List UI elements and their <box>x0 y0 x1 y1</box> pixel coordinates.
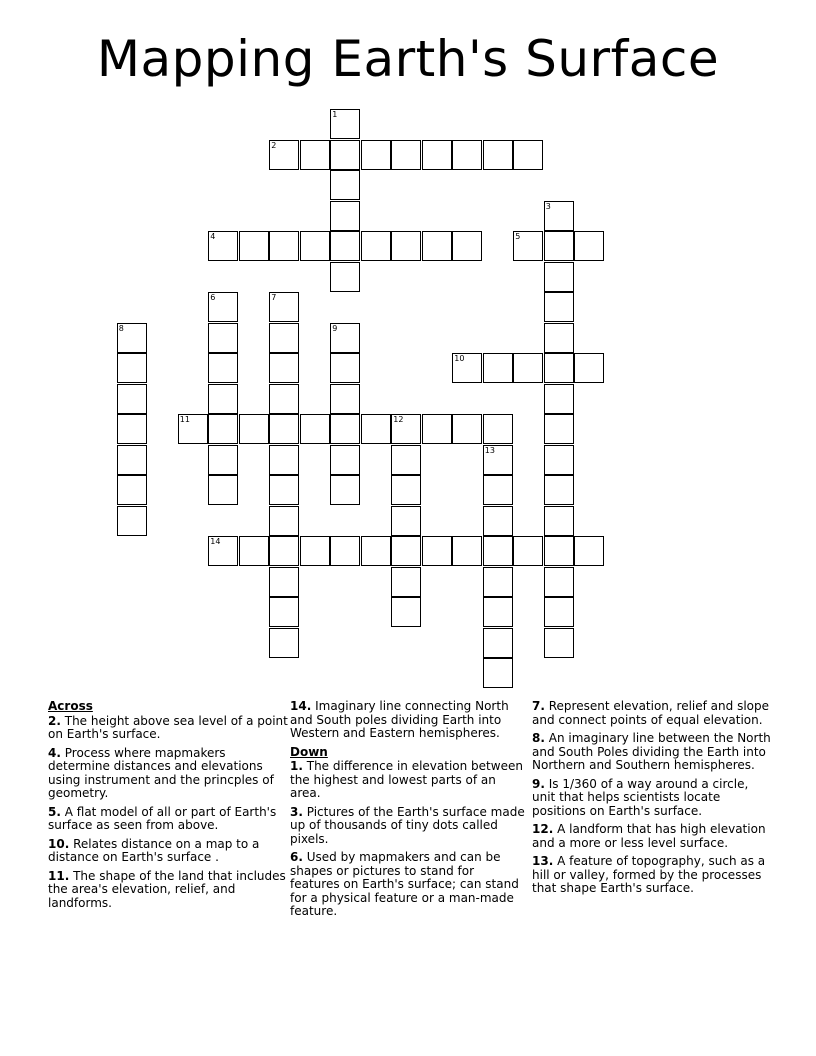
grid-cell[interactable] <box>269 140 299 170</box>
grid-cell[interactable] <box>361 536 391 566</box>
clues-column-2 <box>290 700 525 924</box>
grid-cell[interactable] <box>269 567 299 597</box>
grid-cell[interactable] <box>391 597 421 627</box>
clue-number: 1 <box>332 110 338 120</box>
clue-down-13: 13. A feature of topography, such as a hill or valley, formed by the processes that shape Earth's surface. <box>532 854 766 895</box>
grid-cell[interactable] <box>117 445 147 475</box>
grid-cell[interactable] <box>483 414 513 444</box>
grid-cell[interactable] <box>208 323 238 353</box>
clue-across-5: 5. A flat model of all or part of Earth's surface as seen from above. <box>48 804 277 832</box>
grid-cell[interactable] <box>117 353 147 383</box>
grid-cell[interactable] <box>544 292 574 322</box>
clue-number: 5 <box>515 232 521 242</box>
grid-cell[interactable] <box>208 353 238 383</box>
grid-cell[interactable] <box>544 353 574 383</box>
grid-cell[interactable] <box>483 506 513 536</box>
grid-cell[interactable] <box>300 536 330 566</box>
clue-number: 6 <box>210 293 216 303</box>
grid-cell[interactable] <box>330 414 360 444</box>
grid-cell[interactable] <box>483 658 513 688</box>
grid-cell[interactable] <box>269 323 299 353</box>
clues-column-1 <box>48 700 288 915</box>
grid-cell[interactable] <box>513 140 543 170</box>
clue-down-1: 1. The difference in elevation between the highest and lowest parts of an area. <box>290 759 523 800</box>
grid-cell[interactable] <box>361 140 391 170</box>
grid-cell[interactable] <box>208 414 238 444</box>
grid-cell[interactable] <box>117 475 147 505</box>
grid-cell[interactable] <box>544 414 574 444</box>
grid-cell[interactable] <box>269 597 299 627</box>
grid-cell[interactable] <box>544 597 574 627</box>
grid-cell[interactable] <box>483 628 513 658</box>
grid-cell[interactable] <box>330 140 360 170</box>
grid-cell[interactable] <box>544 445 574 475</box>
grid-cell[interactable] <box>208 445 238 475</box>
grid-cell[interactable] <box>269 536 299 566</box>
grid-cell[interactable] <box>513 536 543 566</box>
clue-number: 7 <box>271 293 277 303</box>
grid-cell[interactable] <box>208 292 238 322</box>
clue-across-4: 4. Process where mapmakers determine distances and elevations using instrument and the princples of geometry. <box>48 745 274 800</box>
clue-down-3: 3. Pictures of the Earth's surface made up of thousands of tiny dots called pixels. <box>290 804 525 846</box>
clue-number: 12 <box>393 415 404 425</box>
grid-cell[interactable] <box>269 628 299 658</box>
grid-cell[interactable] <box>574 353 604 383</box>
grid-cell[interactable] <box>483 140 513 170</box>
grid-cell[interactable] <box>269 414 299 444</box>
grid-cell[interactable] <box>269 384 299 414</box>
grid-cell[interactable] <box>239 536 269 566</box>
grid-cell[interactable] <box>269 475 299 505</box>
grid-cell[interactable] <box>269 231 299 261</box>
clue-across-14: 14. Imaginary line connecting North and South poles dividing Earth into Western and Eastern hemispheres. <box>290 699 509 740</box>
grid-cell[interactable] <box>544 201 574 231</box>
grid-cell[interactable] <box>208 536 238 566</box>
grid-cell[interactable] <box>330 384 360 414</box>
grid-cell[interactable] <box>483 597 513 627</box>
grid-cell[interactable] <box>391 536 421 566</box>
grid-cell[interactable] <box>178 414 208 444</box>
clue-across-10: 10. Relates distance on a map to a distance on Earth's surface . <box>48 836 260 864</box>
grid-cell[interactable] <box>544 567 574 597</box>
grid-cell[interactable] <box>300 140 330 170</box>
grid-cell[interactable] <box>452 231 482 261</box>
grid-cell[interactable] <box>391 475 421 505</box>
grid-cell[interactable] <box>208 475 238 505</box>
grid-cell[interactable] <box>544 536 574 566</box>
grid-cell[interactable] <box>544 262 574 292</box>
grid-cell[interactable] <box>361 414 391 444</box>
clue-number: 2 <box>271 140 277 150</box>
grid-cell[interactable] <box>300 231 330 261</box>
grid-cell[interactable] <box>361 231 391 261</box>
grid-cell[interactable] <box>422 414 452 444</box>
grid-cell[interactable] <box>269 445 299 475</box>
grid-cell[interactable] <box>330 353 360 383</box>
grid-cell[interactable] <box>330 536 360 566</box>
clue-across-11: 11. The shape of the land that includes the area's elevation, relief, and landforms. <box>48 868 286 910</box>
grid-cell[interactable] <box>239 231 269 261</box>
grid-cell[interactable] <box>483 567 513 597</box>
grid-cell[interactable] <box>330 170 360 200</box>
clue-number: 9 <box>332 323 338 333</box>
grid-cell[interactable] <box>391 506 421 536</box>
clue-across-2: 2. The height above sea level of a point on Earth's surface. <box>48 713 288 741</box>
clue-down-7: 7. Represent elevation, relief and slope and connect points of equal elevation. <box>532 699 769 727</box>
clue-down-9: 9. Is 1/360 of a way around a circle, unit that helps scientists locate positions on Earth's surface. <box>532 776 749 818</box>
grid-cell[interactable] <box>544 231 574 261</box>
grid-cell[interactable] <box>452 414 482 444</box>
clue-number: 4 <box>210 232 216 242</box>
grid-cell[interactable] <box>117 506 147 536</box>
grid-cell[interactable] <box>117 323 147 353</box>
grid-cell[interactable] <box>269 353 299 383</box>
grid-cell[interactable] <box>391 445 421 475</box>
clue-number: 13 <box>484 445 495 455</box>
clues-column-3 <box>532 700 772 901</box>
clue-down-12: 12. A landform that has high elevation and a more or less level surface. <box>532 822 766 850</box>
grid-cell[interactable] <box>330 262 360 292</box>
grid-cell[interactable] <box>330 475 360 505</box>
grid-cell[interactable] <box>544 475 574 505</box>
grid-cell[interactable] <box>330 201 360 231</box>
grid-cell[interactable] <box>391 231 421 261</box>
grid-cell[interactable] <box>269 506 299 536</box>
grid-cell[interactable] <box>208 231 238 261</box>
grid-cell[interactable] <box>544 323 574 353</box>
grid-cell[interactable] <box>391 414 421 444</box>
grid-cell[interactable] <box>330 231 360 261</box>
page-title: Mapping Earth's Surface <box>96 30 720 88</box>
clue-number: 11 <box>179 415 190 425</box>
grid-cell[interactable] <box>269 292 299 322</box>
grid-cell[interactable] <box>117 384 147 414</box>
grid-cell[interactable] <box>208 384 238 414</box>
grid-cell[interactable] <box>574 536 604 566</box>
grid-cell[interactable] <box>422 231 452 261</box>
grid-cell[interactable] <box>483 353 513 383</box>
grid-cell[interactable] <box>483 445 513 475</box>
grid-cell[interactable] <box>330 323 360 353</box>
grid-cell[interactable] <box>483 536 513 566</box>
grid-cell[interactable] <box>330 445 360 475</box>
across-heading: Across <box>48 699 93 713</box>
grid-cell[interactable] <box>391 567 421 597</box>
clue-number: 3 <box>545 201 551 211</box>
grid-cell[interactable] <box>483 475 513 505</box>
clue-number: 8 <box>118 323 124 333</box>
clue-down-8: 8. An imaginary line between the North and South Poles dividing the Earth into Northern and Southern hemispheres. <box>532 731 771 772</box>
grid-cell[interactable] <box>422 140 452 170</box>
grid-cell[interactable] <box>452 140 482 170</box>
grid-cell[interactable] <box>513 231 543 261</box>
grid-cell[interactable] <box>239 414 269 444</box>
clue-number: 10 <box>454 354 465 364</box>
clue-number: 14 <box>210 537 221 547</box>
grid-cell[interactable] <box>544 628 574 658</box>
grid-cell[interactable] <box>574 231 604 261</box>
grid-cell[interactable] <box>117 414 147 444</box>
grid-cell[interactable] <box>391 140 421 170</box>
grid-cell[interactable] <box>330 109 360 139</box>
grid-cell[interactable] <box>452 353 482 383</box>
grid-cell[interactable] <box>300 414 330 444</box>
grid-cell[interactable] <box>452 536 482 566</box>
grid-cell[interactable] <box>513 353 543 383</box>
clue-down-6: 6. Used by mapmakers and can be shapes or pictures to stand for features on Earth's surface; can stand for a physical feature or a man-made feature. <box>290 850 519 918</box>
grid-cell[interactable] <box>544 506 574 536</box>
grid-cell[interactable] <box>422 536 452 566</box>
down-heading: Down <box>290 744 328 759</box>
grid-cell[interactable] <box>544 384 574 414</box>
